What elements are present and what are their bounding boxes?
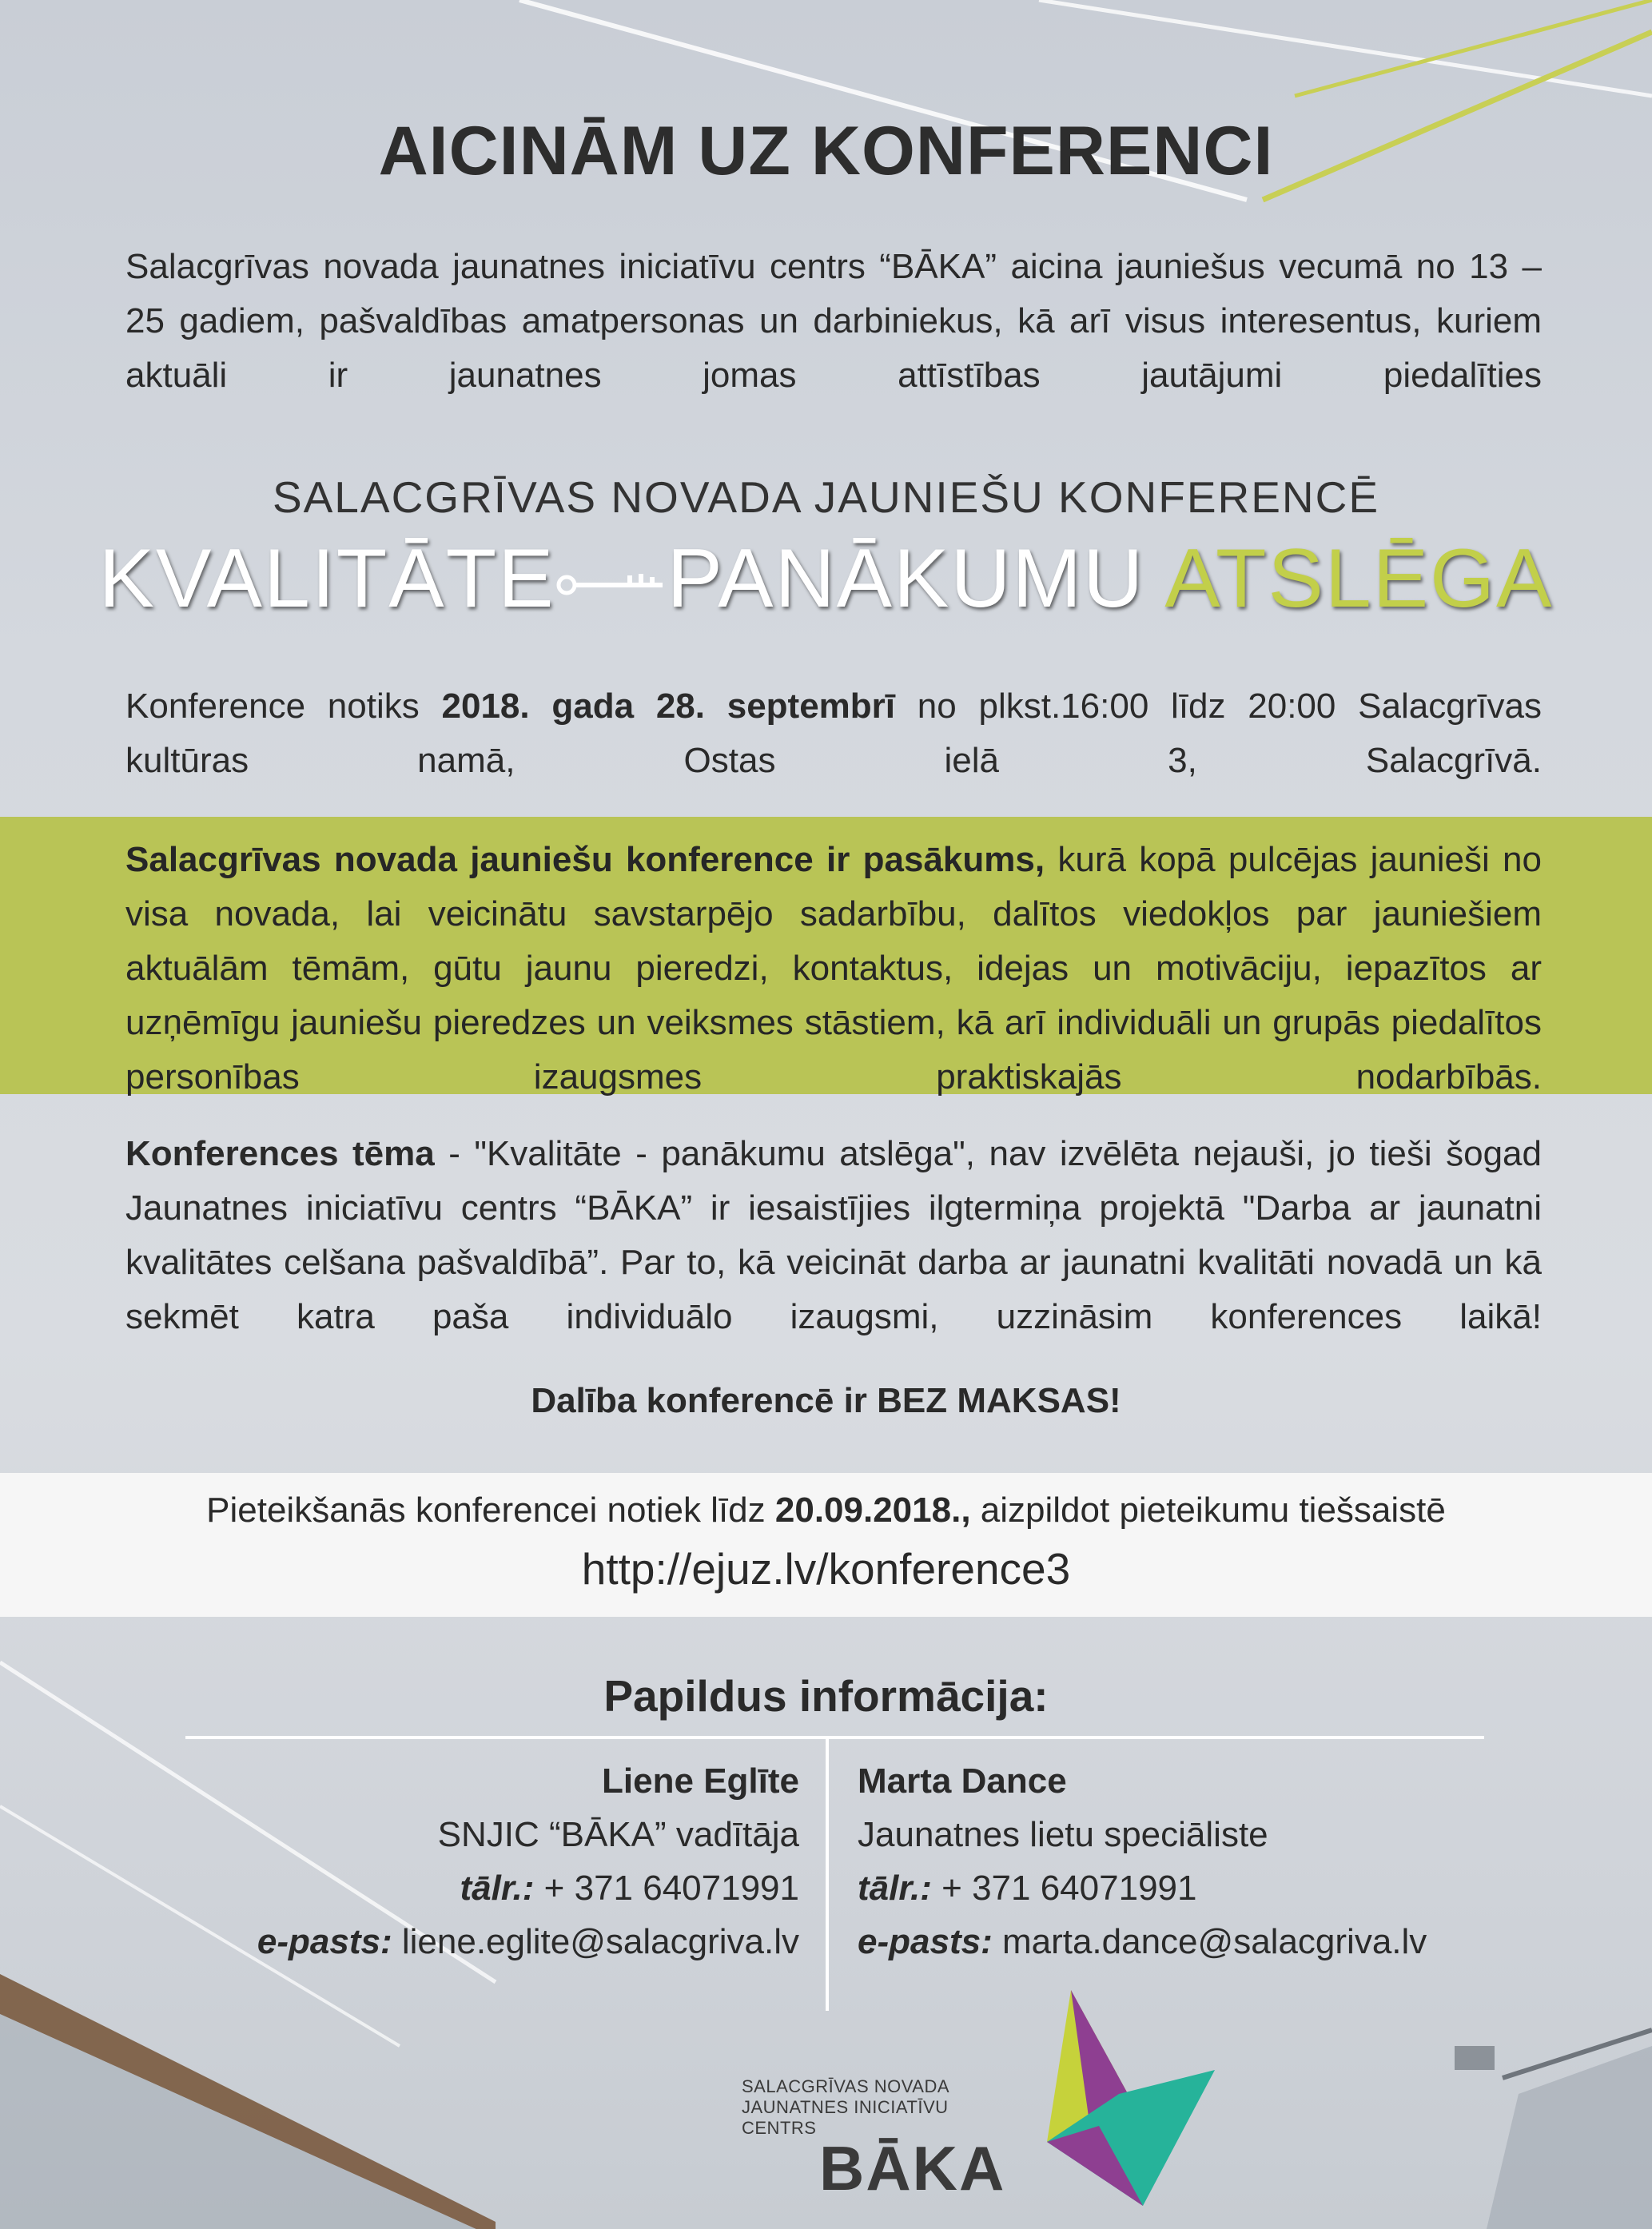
baka-logo-icon [951,1974,1239,2214]
about-band [0,817,1652,1097]
theme-text: - "Kvalitāte - panākumu atslēga", nav izvēlēta nejauši, jo tieši šogad Jaunatnes iniciatīvu centrs “BĀKA” ir iesaistījies ilgtermiņa projektā "Darba ar jaunatni kvalitātes celšana pašvaldībā”. Par to, kā veicināt darba ar jaunatni kvalitāti novadā un kā sekmēt katra paša individuālo izaugsmi, uzzināsim konferences laikā! [125,1134,1543,1336]
registration-link[interactable]: http://ejuz.lv/konference3 [581,1544,1071,1594]
about-text: kurā kopā pulcējas jaunieši no visa novada, lai veicinātu savstarpējo sadarbību, dalītos viedokļos par jauniešiem aktuālām tēmām, gūtu jaunu pieredzi, kontaktus, idejas un motivāciju, iepazītos ar uzņēmīgu jauniešu pieredzes un veiksmes stāstiem, kā arī individuāli un grupās piedalītos personības izaugsmes praktiskajās nodarbībās. [125,840,1543,1097]
contact-name: Liene Eglīte [602,1761,799,1801]
theme-paragraph [125,1127,1542,1344]
contact-role: SNJIC “BĀKA” vadītāja [437,1815,799,1854]
registration-suffix: aizpildot pieteikumu tiešsaistē [980,1491,1446,1530]
page-title: AICINĀM UZ KONFERENCI [378,113,1274,189]
contact-email-row [160,1915,799,1968]
theme-bold: Konferences tēma [125,1134,435,1173]
contact-phone-row [858,1861,1537,1915]
conference-title-part3: ATSLĒGA [1164,532,1554,625]
contact-name: Marta Dance [858,1761,1067,1801]
contact-email[interactable]: marta.dance@salacgriva.lv [1001,1922,1427,1961]
conference-title [0,531,1652,627]
email-label: e-pasts: [858,1922,993,1961]
event-date: 2018. gada 28. septembrī [441,687,896,726]
contact-phone-row [160,1861,799,1915]
info-title: Papildus informācija: [603,1671,1049,1721]
phone-label: tālr.: [460,1869,535,1908]
conference-title-part2: PANĀKUMU [667,532,1145,625]
event-suffix: no plkst.16:00 līdz 20:00 Salacgrīvas kultūras namā, Ostas ielā 3, Salacgrīvā. [125,687,1543,780]
contact-card-right [858,1754,1537,1968]
contact-email[interactable]: liene.eglite@salacgriva.lv [401,1922,799,1961]
event-details [125,679,1542,788]
registration-band [0,1473,1652,1617]
logo-line3: CENTRS [742,2118,817,2138]
phone-label: tālr.: [858,1869,932,1908]
intro-paragraph: Salacgrīvas novada jaunatnes iniciatīvu centrs “BĀKA” aicina jauniešus vecumā no 13 – 25 gadiem, pašvaldības amatpersonas un darbiniekus, kā arī visus interesentus, kuriem aktuāli ir jaunatnes jomas attīstības jautājumi piedalīties [125,247,1542,395]
info-divider [185,1736,1484,1739]
contact-email-row [858,1915,1537,1968]
event-prefix: Konference notiks [125,687,420,726]
contacts-divider [826,1739,829,2011]
contact-phone[interactable]: + 371 64071991 [543,1869,799,1908]
email-label: e-pasts: [257,1922,392,1961]
contact-card-left [160,1754,799,1968]
contact-role: Jaunatnes lietu speciāliste [858,1815,1268,1854]
logo-line1: SALACGRĪVAS NOVADA [742,2076,950,2096]
logo-line2: JAUNATNES INICIATĪVU [742,2097,949,2117]
logo-name: BĀKA [819,2133,1006,2203]
registration-date: 20.09.2018., [774,1491,971,1530]
free-participation: Dalība konferencē ir BEZ MAKSAS! [531,1381,1121,1420]
about-bold: Salacgrīvas novada jauniešu konference ir pasākums, [125,840,1045,879]
contact-phone[interactable]: + 371 64071991 [941,1869,1197,1908]
conference-title-part1: KVALITĀTE [98,532,555,625]
registration-prefix: Pieteikšanās konferencei notiek līdz [206,1491,766,1530]
registration-text [0,1491,1652,1530]
about-paragraph [125,833,1542,1105]
key-icon [555,569,667,601]
conference-subheading: SALACGRĪVAS NOVADA JAUNIEŠU KONFERENCĒ [272,472,1380,522]
